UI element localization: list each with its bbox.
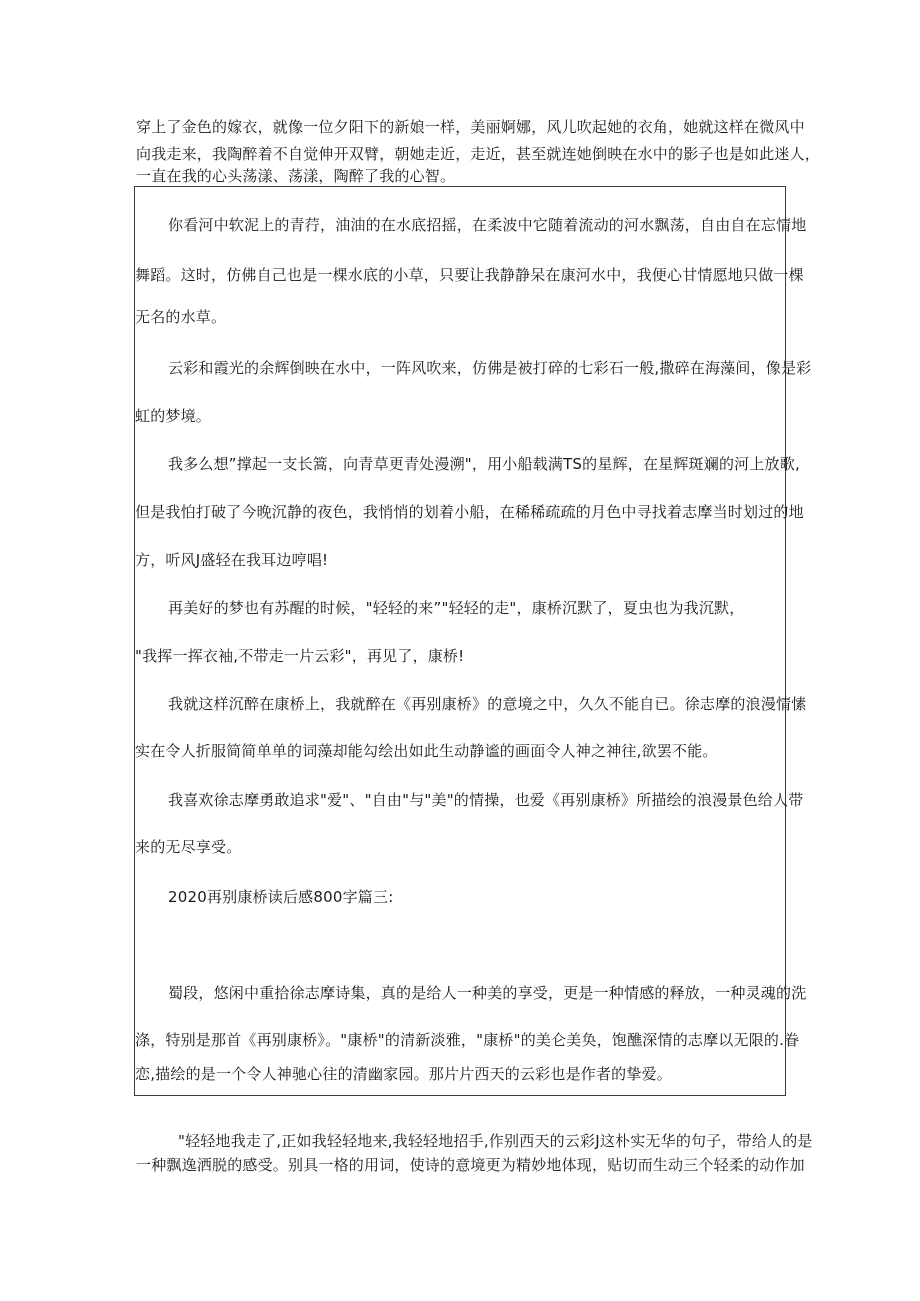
text-line: 涤，特别是那首《再别康桥》。"康桥"的清新淡雅，"康桥"的美仑美奂，饱醮深情的志摩以无限的.眷 <box>135 1031 800 1049</box>
text-line: 蜀段，悠闲中重拾徐志摩诗集，真的是给人一种美的享受，更是一种情感的释放，一种灵魂的洗 <box>168 984 807 1002</box>
text-line: "我挥一挥衣袖,不带走一片云彩"，再见了，康桥! <box>135 647 465 665</box>
text-line: 舞蹈。这时，仿佛自己也是一棵水底的小草，只要让我静静呆在康河水中，我便心甘情愿地只做一棵 <box>135 266 804 284</box>
text-line: "轻轻地我走了,正如我轻轻地来,我轻轻地招手,作别西天的云彩J这朴实无华的句子，带给人的是 <box>178 1132 813 1150</box>
text-line: 再美好的梦也有苏醒的时候，"轻轻的来”"轻轻的走"，康桥沉默了，夏虫也为我沉默， <box>168 599 745 617</box>
text-line: 实在令人折服简简单单的词藻却能勾绘出如此生动静谧的画面令人神之神往,欲罢不能。 <box>135 742 718 760</box>
text-line: 你看河中软泥上的青荇，油油的在水底招摇，在柔波中它随着流动的河水飘荡，自由自在忘情地 <box>168 216 807 234</box>
text-line: 我喜欢徐志摩勇敢追求"爱"、"自由"与"美"的情操，也爱《再别康桥》所描绘的浪漫景色给人带 <box>168 791 804 809</box>
section-heading: 2020再别康桥读后感800字篇三: <box>168 888 394 906</box>
text-line: 恋,描绘的是一个令人神驰心往的清幽家园。那片片西天的云彩也是作者的挚爱。 <box>135 1065 672 1083</box>
text-line: 虹的梦境。 <box>135 407 212 425</box>
text-line: 一种飘逸洒脱的感受。别具一格的用词，使诗的意境更为精妙地体现，贴切而生动三个轻柔的动作加 <box>136 1156 805 1174</box>
text-line: 方，听风J盛轻在我耳边哼唱! <box>135 551 329 569</box>
text-line: 向我走来，我陶醉着不自觉伸开双臂，朝她走近，走近，甚至就连她倒映在水中的影子也是如此迷人， <box>136 145 821 163</box>
bordered-text-box <box>134 186 812 1096</box>
text-line: 无名的水草。 <box>135 308 227 326</box>
text-line: 云彩和霞光的余辉倒映在水中，一阵风吹来，仿佛是被打碎的七彩石一般,撒碎在海藻间，像是彩 <box>168 359 812 377</box>
text-line: 穿上了金色的嫁衣，就像一位夕阳下的新娘一样，美丽婀娜，风儿吹起她的衣角，她就这样在微风中 <box>136 118 805 136</box>
text-line: 一直在我的心头荡漾、荡漾，陶醉了我的心智。 <box>136 167 456 185</box>
text-line: 来的无尽享受。 <box>135 838 242 856</box>
text-line: 但是我怕打破了今晚沉静的夜色，我悄悄的划着小船，在稀稀疏疏的月色中寻找着志摩当时划过的地 <box>135 503 804 521</box>
text-line: 我就这样沉醉在康桥上，我就醉在《再别康桥》的意境之中，久久不能自已。徐志摩的浪漫情愫 <box>168 695 807 713</box>
text-line: 我多么想”撑起一支长篙，向青草更青处漫溯"，用小船载满TS的星辉，在星辉斑斓的河上放歌, <box>168 455 800 473</box>
